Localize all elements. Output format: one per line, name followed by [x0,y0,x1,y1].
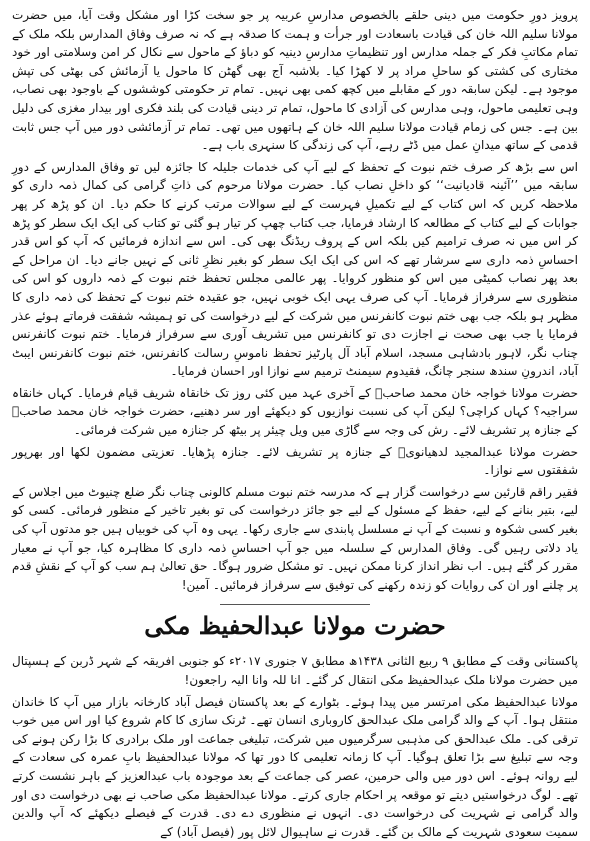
section-divider [12,604,578,605]
section-heading: حضرت مولانا عبدالحفیظ مکی [144,611,446,641]
divider-line [220,604,370,605]
paragraph: اس سے بڑھ کر صرف ختم نبوت کے تحفظ کے لیے آپ کی خدمات جلیلہ کا جائزہ لیں تو وفاق المدارس کے دورِ سابقہ میں ’’آئینہ قادیانیت‘‘ کو داخلِ نصاب کیا۔ حضرت مولانا مرحوم کی ذاتِ گرامی کی کمال ذمہ داری کو ملاحظہ کریں کہ اس کتاب کے لیے تکمیلِ فہرست کے لیے سوالات مرتب کرنے کا حکم دیا۔ ان کو پڑھ کر پھر جوابات کے لیے کتاب کے مطالعہ کا ارشاد فرمایا، جب کتاب چھپ کر تیار ہو گئی تو کتاب کی ایک ایک سطر کو پڑھ کر اس میں نہ صرف ترامیم کیں بلکہ اس کے پروف ریڈنگ بھی کی۔ اس سے اندازہ فرمائیں کہ آپ کو اس قدر احساسِ ذمہ داری سے سرشار تھے کہ اس کی ایک ایک سطر کو بغیر نظرِ ثانی کے نہیں جانے دیا۔ ان مراحل کے بعد پھر نصاب کمیٹی میں اس کو منظور کروایا۔ پھر عالمی مجلس تحفظ ختم نبوت کے ذمہ داروں کو اس کی منظوری سے سرفراز فرمایا۔ آپ کی صرف یہی ایک خوبی نہیں، جو عقیدہ ختم نبوت کے تحفظ کی ذمہ داری کا مظہر ہو بلکہ جب بھی ختم نبوت کانفرنس میں شرکت کے لیے درخواست کی تو ہمیشہ شفقت فرماتے ہوئے عذر فرمایا یا جب بھی صحت نے اجازت دی تو کانفرنس میں تشریف آوری سے سرفراز فرمایا۔ ختم نبوت کانفرنس چناب نگر، لاہور بادشاہی مسجد، اسلام آباد آل پارٹیز تحفظ ناموسِ رسالت کانفرنس، ختم نبوت کانفرنس ایبٹ آباد، اندرونِ سندھ سنجر چانگ، فقیدوم سیمنٹ ترمیم سے نوازا اور احسان فرمایا۔ [12,159,578,379]
paragraph: حضرت مولانا عبدالمجید لدھیانویؒ کے جنازہ پر تشریف لائے۔ جنازہ پڑھایا۔ تعزیتی مضمون لکھا اور بھرپور شفقتوں سے نوازا۔ [12,444,578,478]
paragraph: پاکستانی وقت کے مطابق ۹ ربیع الثانی ۱۴۳۸ھ مطابق ۷ جنوری ۲۰۱۷ء کو جنوبی افریقہ کے شہر ڈربن کے ہسپتال میں حضرت مولانا ملک عبدالحفیظ مکی انتقال کر گئے۔ انا للہ وانا الیہ راجعون! [12,654,578,687]
paragraph: حضرت مولانا خواجہ خان محمد صاحبؒ کے آخری عہد میں کئی روز تک خانقاہ شریف قیام فرمایا۔ کہاں خانقاہ سراجیہ؟ کہاں کراچی؟ لیکن آپ کی نسبت نوازیوں کو دیکھئے اور سر دھنیے، حضرت خواجہ خان محمد صاحبؒ کے جنازہ پر تشریف لائے۔ رش کی وجہ سے گاڑی میں ویل چیئر پر بیٹھ کر جنازہ میں شرکت فرمائی۔ [12,385,578,438]
paragraph: فقیر راقم قارئین سے درخواست گزار ہے کہ مدرسہ ختم نبوت مسلم کالونی چناب نگر ضلع چنیوٹ میں اجلاس کے لیے، بتیر بنانے کے لیے، حفظ کے مسئول کے لیے جو جائز درخواست کی تو بغیر تاخیر کے منظور فرمائی۔ کسی کو بغیر کسی شکوہ و نسبت کے آپ نے مسلسل پابندی سے جاری رکھا۔ یہی وہ آپ کی خوبیاں ہیں جو مدتوں آپ کی یاد دلاتی رہیں گی۔ وفاق المدارس کے سلسلہ میں جو آپ احساسِ ذمہ داری کا مظاہرہ کیا، جو آپ نے معیار مقرر کر گئے ہیں۔ اب نظر انداز کرنا ممکن نہیں۔ تو مشکل ضرور ہوگا۔ حق تعالیٰ ہم سب کو آپ کے نقشِ قدم پر چلنے اور ان کی روایات کو زندہ رکھنے کی توفیق سے سرفراز فرمائیں۔ آمین! [12,484,578,592]
paragraph: پرویز دورِ حکومت میں دینی حلقے بالخصوص مدارسِ عربیہ پر جو سخت کڑا اور مشکل وقت آیا، میں حضرت مولانا سلیم اللہ خان کی قیادت باسعادت اور جرأت و ہمت کا صدقہ ہے کہ نہ صرف وفاق المدارس بلکہ ملک کے تمام مکاتبِ فکر کے جملہ مدارس اور تنظیماتِ مدارسِ دینیہ کو دباؤ کے ماحول سے نکال کر امن وسلامتی اور خود مختاری کی کشتی کو ساحلِ مراد پر لا کھڑا کیا۔ بلاشبہ آج بھی گھٹن کا ماحول یا آزمائش کی بھٹی کی تپش موجود ہے۔ لیکن سابقہ دور کے مقابلے میں کچھ کمی بھی نہیں۔ تمام تر حکومتی کوششوں کے باوجود بھی نصاب، وہی تعلیمی ماحول، وہی مدارس کی آزادی کا ماحول، تمام تر دینی قیادت کی بلند فکری اور بیدار مغزی کی دلیل بین ہے۔ جس کی زمام قیادت مولانا سلیم اللہ خان کے ہاتھوں میں تھی۔ تمام تر آزمائشی دور میں آپ جس ثابت قدمی کے ساتھ میدانِ عمل میں ڈٹے رہے، آپ کی زندگی کا سنہری باب ہے۔ [12,8,578,153]
paragraph: مولانا عبدالحفیظ مکی امرتسر میں پیدا ہوئے۔ بٹوارے کے بعد پاکستان فیصل آباد کارخانہ بازار میں آپ کا خاندان منتقل ہوا۔ آپ کے والد گرامی ملک عبدالحق کاروباری انسان تھے۔ ٹرنک سازی کا کام شروع کیا اور اس میں خوب ترقی کی۔ ملک عبدالحق کی مذہبی سرگرمیوں میں شرکت، تبلیغی جماعت اور ملک برادری کا بڑا رکن ہونے کی وجہ سے تبلیغ سے بڑا تعلق ہوگیا۔ آپ کا زمانہ تعلیمی کا دور تھا کہ مولانا عبدالحفیظ بابِ عمرہ کی سعادت کے لیے روانہ ہوئے۔ اس دور میں والی حرمین، عصر کی جماعت کے بعد موجودہ باب عبدالعزیز کے باہر نشست کرتے تھے۔ لوگ درخواستیں دیتے تو موقعہ پر احکام جاری کرتے۔ مولانا عبدالحفیظ مکی صاحب نے بھی درخواست دی اور والد گرامی نے شہریت کی درخواست دی۔ انہوں نے منظوری دے دی۔ قدرت کے فیصلے دیکھئے کہ آپ والدین سمیت سعودی شہریت کے مالک بن گئے۔ قدرت نے ساہیوال لائل پور (فیصل آباد) کے [12,694,578,839]
